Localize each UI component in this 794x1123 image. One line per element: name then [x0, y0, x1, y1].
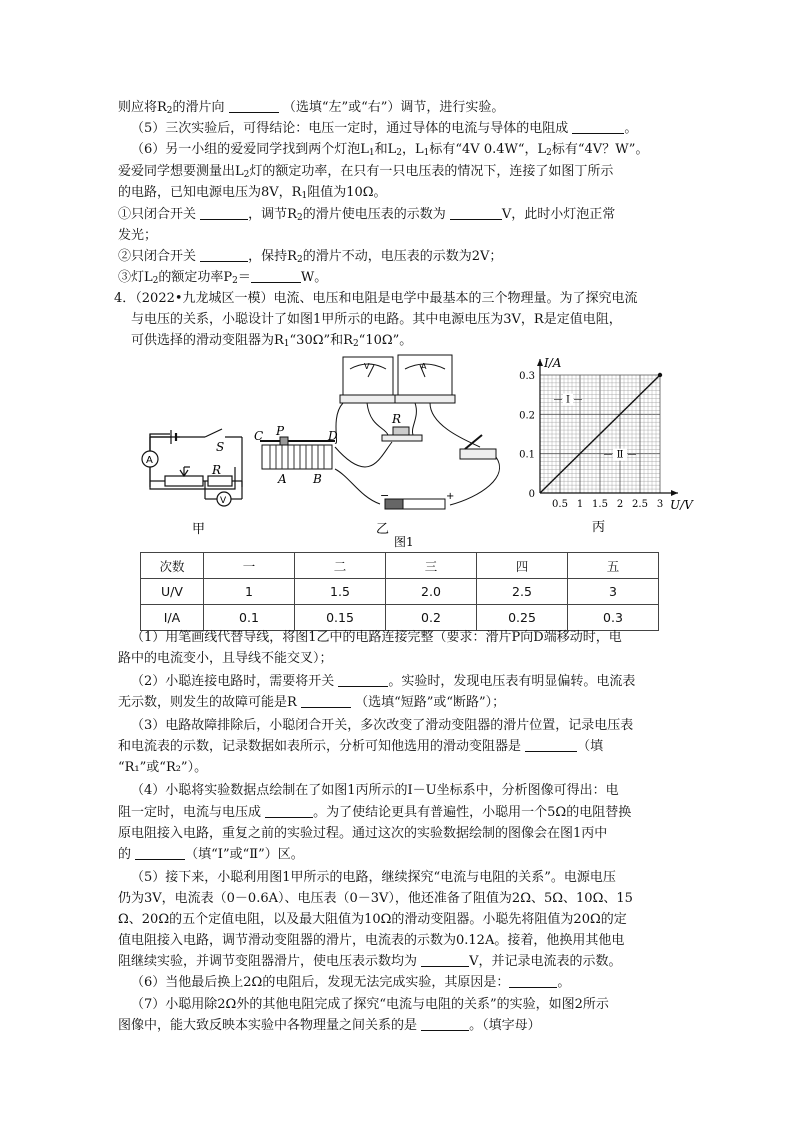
- iu-chart: [519, 356, 694, 512]
- table-header-cell: 一: [204, 553, 295, 579]
- q3-part6-line2: 爱爱同学想要测量出$L_2$灯的额定功率，在只有一只电压表的情况下，连接了如图丁所示: [118, 164, 614, 180]
- q4-part7-line2: 图像中，能大致反映本实验中各物理量之间关系的是 。（填字母）: [118, 1018, 541, 1033]
- x-tick-label: 1.5: [592, 499, 608, 510]
- label-bing: 丙: [592, 520, 606, 535]
- q3-part6-line1: （6）另一小组的爱爱同学找到两个灯泡$L_1$和$L_2$，$L_1$标有“4V 0.4W“，$L_2$标有“4V？W”。: [131, 142, 649, 158]
- table-cell: 0.15: [295, 605, 386, 631]
- label-jia: 甲: [192, 522, 206, 537]
- y-tick-label: 0.2: [519, 410, 535, 422]
- ammeter-letter: A: [146, 455, 153, 466]
- q4-part4-line4: 的 （填“Ⅰ”或“Ⅱ”）区。: [118, 847, 304, 862]
- table-cell: 2.5: [477, 579, 568, 605]
- y-axis-label: I/A: [544, 356, 562, 370]
- answer-blank[interactable]: [301, 695, 351, 708]
- answer-blank[interactable]: [338, 674, 388, 687]
- answer-blank[interactable]: [572, 121, 624, 134]
- answer-blank[interactable]: [135, 847, 185, 860]
- rheostat-symbol: [165, 476, 203, 486]
- answer-blank[interactable]: [251, 270, 301, 283]
- table-cell: 1.5: [295, 579, 386, 605]
- q4-part5-line1: （5）接下来，小聪利用图1甲所示的电路，继续探究“电流与电阻的关系”。电源电压: [131, 870, 616, 885]
- q4-heading-line1: 4．（2022•九龙城区一模）电流、电压和电阻是电学中最基本的三个物理量。为了探究电流: [114, 291, 638, 306]
- switch-device: [460, 449, 496, 459]
- q3-part5: （5）三次实验后，可得结论：电压一定时，通过导体的电流与导体的电阻成 。: [131, 121, 638, 136]
- x-tick-label: 0.5: [552, 499, 568, 510]
- resistor-label-r: R: [212, 463, 222, 477]
- terminal-b: B: [313, 472, 322, 486]
- table-cell: I/A: [141, 605, 204, 631]
- resistor-device: [382, 435, 422, 441]
- table-cell: 0.3: [568, 605, 659, 631]
- q4-part1-line2: 路中的电流变小，且导线不能交叉）；: [118, 651, 333, 666]
- q3-step2: ②只闭合开关 ，保持$R_2$的滑片不动，电压表的示数为2V；: [118, 249, 503, 265]
- q4-part3-line2: 和电流表的示数，记录数据如表所示，分析可知他选用的滑动变阻器是 （填: [118, 739, 604, 754]
- figure-caption: 图1: [394, 535, 414, 549]
- ammeter-face-letter: A: [421, 362, 427, 371]
- voltmeter-letter: V: [220, 496, 227, 506]
- rheostat-device: [262, 445, 332, 469]
- region-label-ii: Ⅱ: [616, 449, 624, 461]
- y-tick-label: 0.3: [519, 371, 535, 382]
- label-yi: 乙: [376, 522, 390, 537]
- y-tick-label: 0.1: [519, 449, 535, 461]
- table-cell: 3: [568, 579, 659, 605]
- table-header-cell: 二: [295, 553, 386, 579]
- q3-part6-line3: 的电路，已知电源电压为8V，$R_1$阻值为10Ω。: [118, 185, 387, 201]
- region-label-i: Ⅰ: [566, 394, 570, 406]
- table-cell: 2.0: [386, 579, 477, 605]
- table-cell: 0.1: [204, 605, 295, 631]
- y-axis-arrow: [537, 359, 543, 366]
- x-axis-label: U/V: [670, 498, 693, 512]
- figure-1: [130, 347, 693, 552]
- table-row: [141, 605, 659, 631]
- apparatus-yi: [260, 355, 500, 509]
- slider-p: P: [276, 424, 285, 438]
- q3-line-1: 则应将$R_2$的滑片向 （选填“左”或“右”）调节，进行实验。: [118, 100, 505, 116]
- data-table: [140, 552, 659, 631]
- switch-label-s: S: [216, 440, 225, 454]
- q4-part5-line2: 仍为3V，电流表（0－0.6A）、电压表（0－3V），他还准备了阻值为2Ω、5Ω、10Ω、15: [118, 891, 633, 906]
- terminal-d: D: [328, 429, 338, 443]
- x-tick-label: 3: [656, 499, 664, 510]
- x-tick-label: 2.5: [632, 499, 648, 510]
- terminal-c: C: [254, 429, 264, 443]
- q4-heading-line2: 与电压的关系，小聪设计了如图1甲所示的电路。其中电源电压为3V，R是定值电阻，: [131, 312, 622, 327]
- table-header-cell: 四: [477, 553, 568, 579]
- table-header-cell: 次数: [141, 553, 204, 579]
- x-tick-label: 2: [616, 499, 624, 510]
- data-point: [658, 373, 662, 377]
- q4-part6: （6）当他最后换上2Ω的电阻后，发现无法完成实验，其原因是： 。: [131, 975, 571, 990]
- terminal-a: A: [278, 472, 287, 486]
- answer-blank[interactable]: [421, 954, 469, 967]
- answer-blank[interactable]: [265, 805, 313, 818]
- answer-blank[interactable]: [200, 207, 248, 220]
- q4-part4-line1: （4）小聪将实验数据点绘制在了如图1丙所示的I－U坐标系中，分析图像可得出：电: [131, 783, 619, 798]
- q4-part3-line3: “R₁”或“R₂”）。: [118, 760, 208, 775]
- q4-part4-line2: 阻一定时，电流与电压成 。为了使结论更具有普遍性，小聪用一个5Ω的电阻替换: [118, 805, 632, 820]
- q3-step1: ①只闭合开关 ，调节$R_2$的滑片使电压表的示数为 V，此时小灯泡正常: [118, 207, 616, 223]
- answer-blank[interactable]: [421, 1018, 469, 1031]
- x-tick-label: 1: [576, 499, 584, 510]
- table-cell: 0.2: [386, 605, 477, 631]
- table-cell: U/V: [141, 579, 204, 605]
- q4-part2-line1: （2）小聪连接电路时，需要将开关 。实验时，发现电压表有明显偏转。电流表: [131, 674, 636, 689]
- q4-part5-line4: 值电阻接入电路，调节滑动变阻器的滑片，电流表的示数为0.12A。接着，他换用其他电: [118, 933, 625, 948]
- table-header-cell: 五: [568, 553, 659, 579]
- table-cell: 0.25: [477, 605, 568, 631]
- battery-plus: +: [446, 491, 455, 502]
- table-cell: 1: [204, 579, 295, 605]
- resistor-symbol: [208, 476, 232, 486]
- q4-part1-line1: （1）用笔画线代替导线，将图1乙中的电路连接完整（要求：滑片P向D端移动时，电: [131, 630, 622, 645]
- q4-part3-line1: （3）电路故障排除后，小聪闭合开关，多次改变了滑动变阻器的滑片位置，记录电压表: [131, 718, 634, 733]
- answer-blank[interactable]: [509, 975, 557, 988]
- resistor-label: R: [392, 412, 402, 426]
- y-tick-label: 0: [528, 489, 535, 500]
- q4-part2-line2: 无示数，则发生的故障可能是R （选填“短路”或“断路”）；: [118, 695, 506, 710]
- answer-blank[interactable]: [229, 100, 279, 113]
- table-header-cell: 三: [386, 553, 477, 579]
- q4-part5-line5: 阻继续实验，并调节变阻器滑片，使电压表示数均为 V，并记录电流表的示数。: [118, 954, 622, 969]
- answer-blank[interactable]: [525, 739, 577, 752]
- q4-part7-line1: （7）小聪用除2Ω外的其他电阻完成了探究“电流与电阻的关系”的实验，如图2所示: [131, 997, 609, 1012]
- voltmeter-face-letter: V: [364, 362, 370, 371]
- circuit-diagram-jia: [142, 429, 242, 506]
- table-row: [141, 553, 659, 579]
- q4-part4-line3: 原电阻接入电路，重复之前的实验过程。通过这次的实验数据绘制的图像会在图1丙中: [118, 826, 608, 841]
- table-row: [141, 579, 659, 605]
- switch-blade: [205, 429, 222, 437]
- x-axis-arrow: [671, 490, 678, 496]
- q4-part5-line3: Ω、20Ω的五个定值电阻，以及最大阻值为10Ω的滑动变阻器。小聪先将阻值为20Ω的定: [118, 912, 627, 927]
- battery-minus: −: [380, 489, 390, 502]
- q4-heading-line3: 可供选择的滑动变阻器为$R_1“30\Omega$”和$R_2“10\Omega$”。: [131, 333, 413, 349]
- answer-blank[interactable]: [450, 207, 502, 220]
- ammeter-device: [398, 355, 452, 395]
- q3-step3: ③灯$L_2$的额定功率$P_2= W$。: [118, 270, 328, 286]
- q3-step1-line2: 发光；: [118, 228, 158, 243]
- answer-blank[interactable]: [200, 249, 248, 262]
